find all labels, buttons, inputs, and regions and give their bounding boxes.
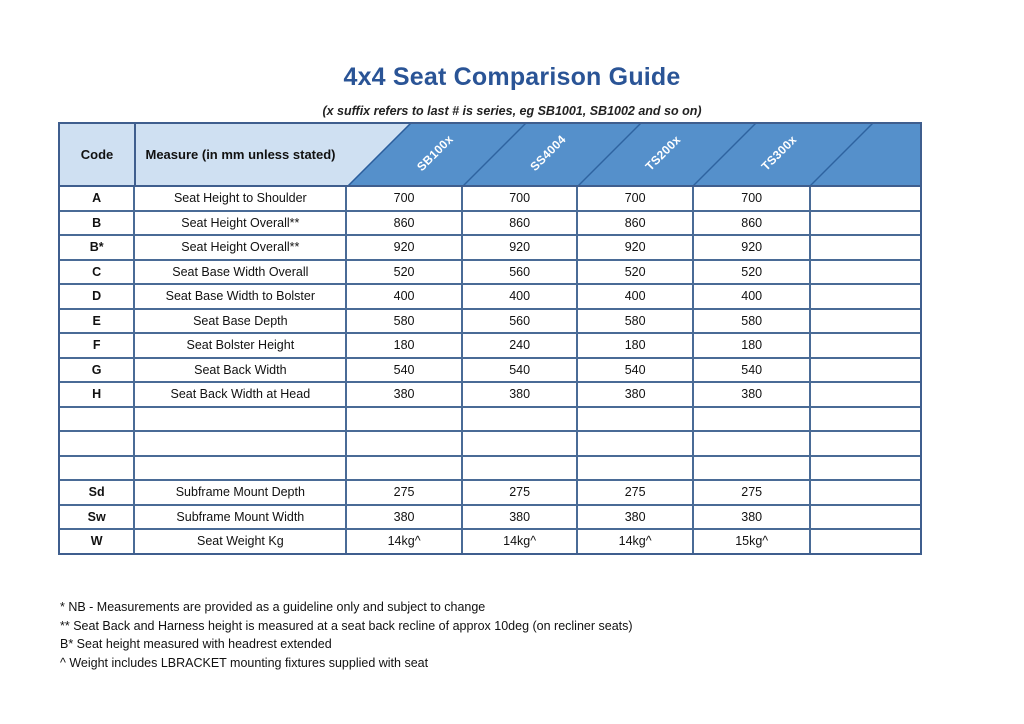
value-cell: 380	[693, 382, 811, 407]
value-cell	[693, 431, 811, 456]
value-cell: 380	[577, 382, 693, 407]
measure-cell: Seat Height Overall**	[134, 211, 346, 236]
value-cell: 400	[462, 284, 578, 309]
value-cell: 580	[577, 309, 693, 334]
value-cell: 540	[346, 358, 462, 383]
value-cell: 380	[462, 382, 578, 407]
measure-cell: Seat Weight Kg	[134, 529, 346, 553]
value-cell: 400	[693, 284, 811, 309]
value-cell: 520	[577, 260, 693, 285]
value-cell: 180	[346, 333, 462, 358]
code-cell: Sd	[60, 480, 134, 505]
measure-cell: Seat Base Width Overall	[134, 260, 346, 285]
code-cell: E	[60, 309, 134, 334]
table-row	[60, 211, 920, 236]
value-cell: 400	[577, 284, 693, 309]
table-row	[60, 529, 920, 553]
column-header-ts300x: TS300x	[758, 132, 800, 174]
column-header-measure: Measure (in mm unless stated)	[145, 147, 336, 162]
code-cell: B*	[60, 235, 134, 260]
comparison-table	[58, 122, 922, 555]
value-cell	[810, 284, 920, 309]
footnote-line: * NB - Measurements are provided as a guideline only and subject to change	[60, 600, 486, 614]
page-subtitle: (x suffix refers to last # is series, eg SB1001, SB1002 and so on)	[322, 104, 702, 118]
column-header-ss4004: SS4004	[527, 132, 569, 174]
table-row	[60, 431, 920, 456]
value-cell: 560	[462, 309, 578, 334]
code-cell: G	[60, 358, 134, 383]
value-cell: 14kg^	[346, 529, 462, 553]
value-cell: 700	[693, 187, 811, 211]
value-cell	[462, 407, 578, 432]
footnotes	[60, 598, 880, 672]
measure-cell	[134, 456, 346, 481]
value-cell: 15kg^	[693, 529, 811, 553]
measure-cell: Seat Height Overall**	[134, 235, 346, 260]
code-cell: C	[60, 260, 134, 285]
code-cell	[60, 431, 134, 456]
table-row	[60, 187, 920, 211]
value-cell	[810, 382, 920, 407]
value-cell	[462, 456, 578, 481]
measure-cell: Seat Height to Shoulder	[134, 187, 346, 211]
value-cell: 240	[462, 333, 578, 358]
table-row	[60, 235, 920, 260]
value-cell	[577, 456, 693, 481]
footnote-line: B* Seat height measured with headrest extended	[60, 637, 332, 652]
value-cell: 520	[346, 260, 462, 285]
value-cell: 275	[462, 480, 578, 505]
value-cell	[577, 431, 693, 456]
code-cell	[60, 407, 134, 432]
value-cell: 860	[577, 211, 693, 236]
value-cell	[810, 358, 920, 383]
code-cell: Sw	[60, 505, 134, 530]
table-body-grid	[60, 187, 920, 553]
value-cell	[810, 505, 920, 530]
value-cell: 520	[693, 260, 811, 285]
code-cell	[60, 456, 134, 481]
measure-cell: Seat Bolster Height	[134, 333, 346, 358]
measure-cell: Subframe Mount Depth	[134, 480, 346, 505]
value-cell	[810, 187, 920, 211]
value-cell: 400	[346, 284, 462, 309]
value-cell: 180	[693, 333, 811, 358]
value-cell: 540	[693, 358, 811, 383]
value-cell: 560	[462, 260, 578, 285]
table-row	[60, 333, 920, 358]
value-cell	[810, 529, 920, 553]
value-cell: 380	[462, 505, 578, 530]
value-cell	[693, 456, 811, 481]
table-header	[60, 124, 920, 187]
value-cell	[810, 333, 920, 358]
table-row	[60, 309, 920, 334]
value-cell	[693, 407, 811, 432]
value-cell	[346, 431, 462, 456]
table-row	[60, 358, 920, 383]
column-header-ts200x: TS200x	[642, 132, 684, 174]
value-cell: 540	[462, 358, 578, 383]
value-cell	[810, 235, 920, 260]
value-cell: 580	[346, 309, 462, 334]
value-cell	[577, 407, 693, 432]
value-cell: 180	[577, 333, 693, 358]
value-cell: 14kg^	[462, 529, 578, 553]
value-cell: 700	[577, 187, 693, 211]
value-cell: 860	[693, 211, 811, 236]
value-cell	[462, 431, 578, 456]
value-cell: 275	[693, 480, 811, 505]
value-cell: 860	[462, 211, 578, 236]
measure-cell	[134, 407, 346, 432]
value-cell: 700	[346, 187, 462, 211]
value-cell: 860	[346, 211, 462, 236]
value-cell: 380	[577, 505, 693, 530]
value-cell: 275	[577, 480, 693, 505]
value-cell: 14kg^	[577, 529, 693, 553]
measure-cell: Seat Base Width to Bolster	[134, 284, 346, 309]
measure-cell: Subframe Mount Width	[134, 505, 346, 530]
code-cell: B	[60, 211, 134, 236]
table-row	[60, 505, 920, 530]
code-cell: A	[60, 187, 134, 211]
column-header-code: Code	[80, 147, 114, 162]
measure-cell	[134, 431, 346, 456]
page-title: 4x4 Seat Comparison Guide	[343, 63, 681, 91]
table-row	[60, 284, 920, 309]
value-cell	[346, 456, 462, 481]
table-row	[60, 260, 920, 285]
value-cell	[810, 456, 920, 481]
value-cell: 920	[346, 235, 462, 260]
value-cell	[810, 309, 920, 334]
table-row	[60, 382, 920, 407]
value-cell: 380	[346, 505, 462, 530]
value-cell: 920	[462, 235, 578, 260]
measure-cell: Seat Back Width	[134, 358, 346, 383]
table-body	[60, 187, 920, 553]
value-cell: 275	[346, 480, 462, 505]
column-header-sb100x: SB100x	[414, 132, 456, 174]
footnote-line: ** Seat Back and Harness height is measured at a seat back recline of approx 10deg (on recliner seats)	[60, 618, 633, 633]
value-cell	[810, 407, 920, 432]
code-cell: F	[60, 333, 134, 358]
value-cell: 540	[577, 358, 693, 383]
value-cell	[810, 211, 920, 236]
table-row	[60, 456, 920, 481]
footnote-line: ^ Weight includes LBRACKET mounting fixtures supplied with seat	[60, 655, 429, 670]
value-cell: 380	[346, 382, 462, 407]
value-cell: 920	[693, 235, 811, 260]
value-cell	[346, 407, 462, 432]
value-cell: 580	[693, 309, 811, 334]
table-row	[60, 407, 920, 432]
value-cell	[810, 431, 920, 456]
measure-cell: Seat Base Depth	[134, 309, 346, 334]
value-cell	[810, 260, 920, 285]
value-cell: 700	[462, 187, 578, 211]
value-cell	[810, 480, 920, 505]
value-cell: 380	[693, 505, 811, 530]
code-cell: W	[60, 529, 134, 553]
code-cell: D	[60, 284, 134, 309]
measure-cell: Seat Back Width at Head	[134, 382, 346, 407]
table-row	[60, 480, 920, 505]
value-cell: 920	[577, 235, 693, 260]
code-cell: H	[60, 382, 134, 407]
